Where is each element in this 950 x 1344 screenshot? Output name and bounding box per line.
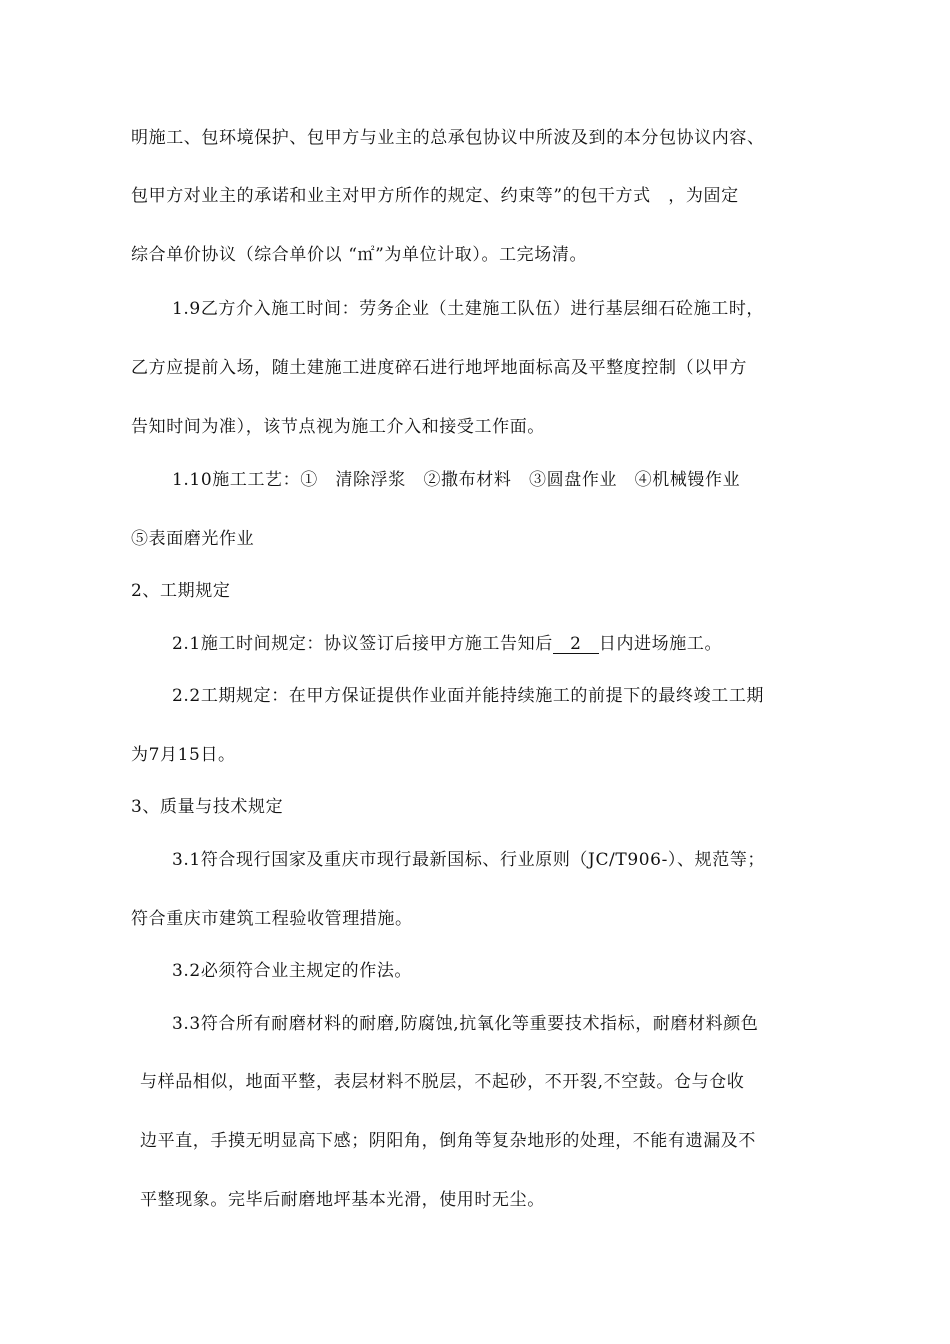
- clause-2-1-suffix: 日内进场施工。: [598, 634, 723, 654]
- clause-3-1: 3.1符合现行国家及重庆市现行最新国标、行业原则（JC/T906-）、规范等；: [172, 850, 766, 870]
- text-line-19: 平整现象。完毕后耐磨地坪基本光滑，使用时无尘。: [140, 1190, 545, 1210]
- text-line-11: 为7月15日。: [131, 745, 236, 765]
- text-line-2: 包甲方对业主的承诺和业主对甲方所作的规定、约束等”的包干方式 ，为固定: [131, 186, 739, 206]
- clause-3-3: 3.3符合所有耐磨材料的耐磨,防腐蚀,抗氧化等重要技术指标，耐磨材料颜色: [172, 1014, 759, 1034]
- text-line-14: 符合重庆市建筑工程验收管理措施。: [131, 909, 413, 929]
- text-line-18: 边平直，手摸无明显高下感；阴阳角，倒角等复杂地形的处理，不能有遗漏及不: [140, 1131, 756, 1151]
- text-line-5: 乙方应提前入场，随土建施工进度碎石进行地坪地面标高及平整度控制（以甲方: [131, 358, 747, 378]
- text-line-17: 与样品相似，地面平整，表层材料不脱层，不起砂，不开裂,不空鼓。仓与仓收: [140, 1072, 745, 1092]
- text-line-8: ⑤表面磨光作业: [131, 529, 255, 549]
- days-blank: 2: [553, 635, 599, 654]
- clause-1-9: 1.9乙方介入施工时间：劳务企业（土建施工队伍）进行基层细石砼施工时，: [172, 299, 765, 319]
- clause-3-2: 3.2必须符合业主规定的作法。: [172, 961, 413, 981]
- clause-1-10: 1.10施工工艺：① 清除浮浆 ②撒布材料 ③圆盘作业 ④机械镘作业: [172, 470, 741, 490]
- section-2-heading: 2、工期规定: [131, 581, 231, 601]
- text-line-1: 明施工、包环境保护、包甲方与业主的总承包协议中所波及到的本分包协议内容、: [131, 128, 765, 148]
- text-line-6: 告知时间为准），该节点视为施工介入和接受工作面。: [131, 417, 545, 437]
- text-line-3: 综合单价协议（综合单价以 “㎡”为单位计取）。工完场清。: [131, 245, 588, 265]
- clause-2-1: [172, 633, 722, 655]
- clause-2-1-prefix: 2.1施工时间规定：协议签订后接甲方施工告知后: [172, 634, 553, 654]
- clause-2-2: 2.2工期规定：在甲方保证提供作业面并能持续施工的前提下的最终竣工工期: [172, 686, 765, 706]
- section-3-heading: 3、质量与技术规定: [131, 797, 284, 817]
